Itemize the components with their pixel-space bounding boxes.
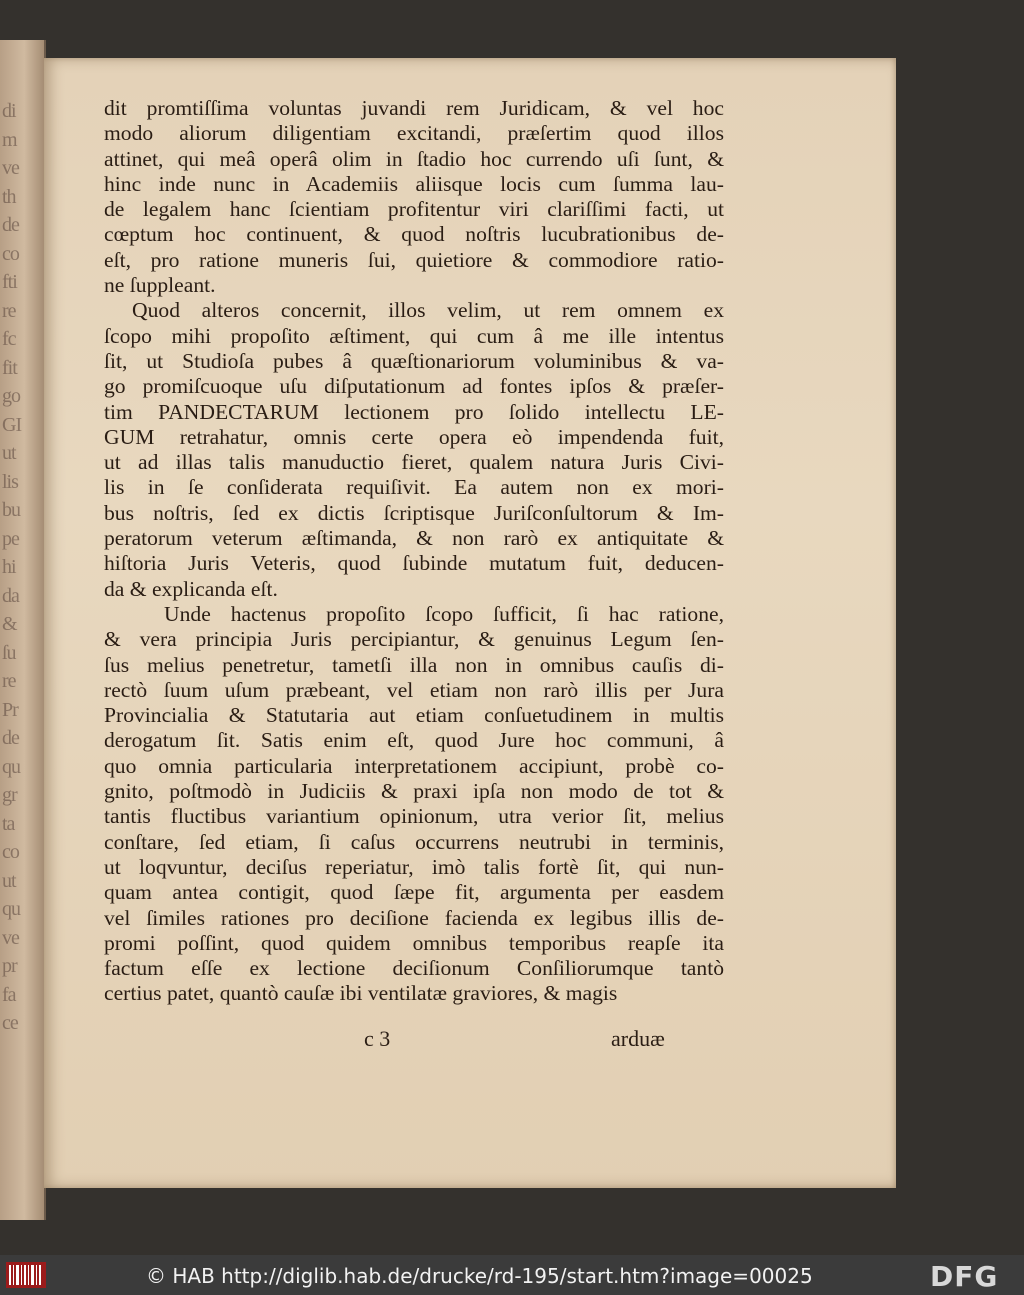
text-line: quo omnia particularia interpretationem accipiunt, probè co- [104,753,724,778]
left-page-fragment: re [2,670,16,692]
text-line: eſt, pro ratione muneris ſui, quietiore & commodiore ratio- [104,247,724,272]
left-page-fragment: fa [2,983,16,1006]
catchword: arduæ [611,1026,665,1051]
text-line: da & explicanda eſt. [104,576,278,601]
left-page-fragment: re [2,299,16,322]
left-page-fragment: co [2,841,19,863]
text-line: ne ſuppleant. [104,273,216,298]
text-line: gnito, poſtmodò in Judiciis & praxi ipſa non modo de tot & [104,779,724,804]
text-line: dit promtiſſima voluntas juvandi rem Juridicam, & vel hoc [104,96,724,120]
left-page-fragment: fti [2,271,17,293]
left-page-fragment: pe [2,527,19,550]
footer-bar [0,1255,1024,1295]
text-line: ut loqvuntur, deciſus reperiatur, imò talis fortè ſit, qui nun- [104,854,724,879]
text-line: derogatum ſit. Satis enim eſt, quod Jure hoc communi, â [104,728,724,753]
left-page-fragment: pr [2,955,17,977]
left-page-fragment: di [2,100,16,122]
page-text [104,96,724,1007]
dfg-logo: DFG [930,1260,999,1293]
text-line: factum eſſe ex lectione deciſionum Conſiliorumque tantò [104,956,724,981]
text-line: ſcopo mihi propoſito æſtiment, qui cum â me ille intentus [104,323,724,348]
source-link[interactable]: © HAB http://diglib.hab.de/drucke/rd-195/start.htm?image=00025 [146,1264,813,1288]
text-line: modo aliorum diligentiam excitandi, præſertim quod illos [104,121,724,146]
signature-mark: c 3 [364,1026,391,1051]
text-line: Provincialia & Statutaria aut etiam conſuetudinem in multis [104,703,724,728]
text-line: & vera principia Juris percipiantur, & genuinus Legum ſen- [104,627,724,652]
left-page-edge [0,40,46,1220]
left-page-fragment: ut [2,442,16,464]
text-line: ut ad illas talis manuductio fieret, qualem natura Juris Civi- [104,450,724,475]
text-line: hinc inde nunc in Academiis aliisque locis cum ſumma lau- [104,171,724,196]
text-line: GUM retrahatur, omnis certe opera eò impendenda fuit, [104,424,724,449]
text-line: de legalem hanc ſcientiam profitentur viri clariſſimi facti, ut [104,197,724,222]
text-line: bus noſtris, ſed ex dictis ſcriptisque Juriſconſultorum & Im- [104,500,724,525]
text-line: attinet, qui meâ operâ olim in ſtadio hoc currendo uſi ſunt, & [104,146,724,171]
left-page-fragment: co [2,242,19,265]
text-line: go promiſcuoque uſu diſputationum ad fontes ipſos & præſer- [104,374,724,399]
text-line: hiſtoria Juris Veteris, quod ſubinde mutatum fuit, deducen- [104,551,724,576]
left-page-fragment: GI [2,413,22,436]
left-page-fragment: th [2,185,16,208]
left-page-fragment: ce [2,1012,18,1034]
text-line: ſit, ut Studioſa pubes â quæſtionariorum voluminibus & va- [104,348,724,373]
text-line: conſtare, ſed etiam, ſi caſus occurrens neutrubi in terminis, [104,829,724,854]
left-page-fragment: de [2,214,19,236]
left-page-fragment: ve [2,157,19,179]
left-page-fragment: fit [2,356,17,379]
book-page [44,58,896,1188]
text-line: Unde hactenus propoſito ſcopo ſufficit, ſi hac ratione, [164,601,724,626]
left-page-fragment: fc [2,328,16,350]
left-page-fragment: go [2,385,20,407]
left-page-fragment: hi [2,556,16,578]
text-line: cœptum hoc continuent, & quod noſtris lucubrationibus de- [104,222,724,247]
left-page-fragment: & [2,613,17,635]
left-page-fragment: bu [2,499,20,521]
text-line: vel ſimiles rationes pro deciſione facienda ex legibus illis de- [104,905,724,930]
left-page-fragment: lis [2,470,18,493]
text-line: tantis fluctibus variantium opinionum, utra verior ſit, melius [104,804,724,829]
left-page-fragment: m [2,128,17,151]
left-page-fragment: ta [2,812,15,835]
text-line: quam antea contigit, quod ſæpe fit, argumenta per easdem [104,880,724,905]
text-line: lis in ſe conſiderata requiſivit. Ea autem non ex mori- [104,475,724,500]
left-page-fragment: qu [2,898,20,920]
left-page-fragment: Pr [2,698,18,721]
text-line: peratorum veterum æſtimanda, & non rarò ex antiquitate & [104,526,724,551]
text-line: tim PANDECTARUM lectionem pro ſolido intellectu LE- [104,399,724,424]
left-page-fragment: da [2,584,19,607]
left-page-fragment: qu [2,755,20,778]
left-page-fragment: ve [2,926,19,949]
text-line: Quod alteros concernit, illos velim, ut rem omnem ex [132,298,724,323]
left-page-fragment: de [2,727,19,749]
left-page-fragment: ut [2,869,16,892]
left-page-fragment: ſu [2,641,16,664]
barcode-icon [6,1262,46,1288]
left-page-fragment: gr [2,784,17,806]
text-line: promi poſſint, quod quidem omnibus temporibus reapſe ita [104,930,724,955]
text-line: certius patet, quantò cauſæ ibi ventilatæ graviores, & magis [104,981,618,1006]
text-line: rectò ſuum uſum præbeant, vel etiam non rarò illis per Jura [104,677,724,702]
text-line: ſus melius penetretur, tametſi illa non in omnibus cauſis di- [104,652,724,677]
